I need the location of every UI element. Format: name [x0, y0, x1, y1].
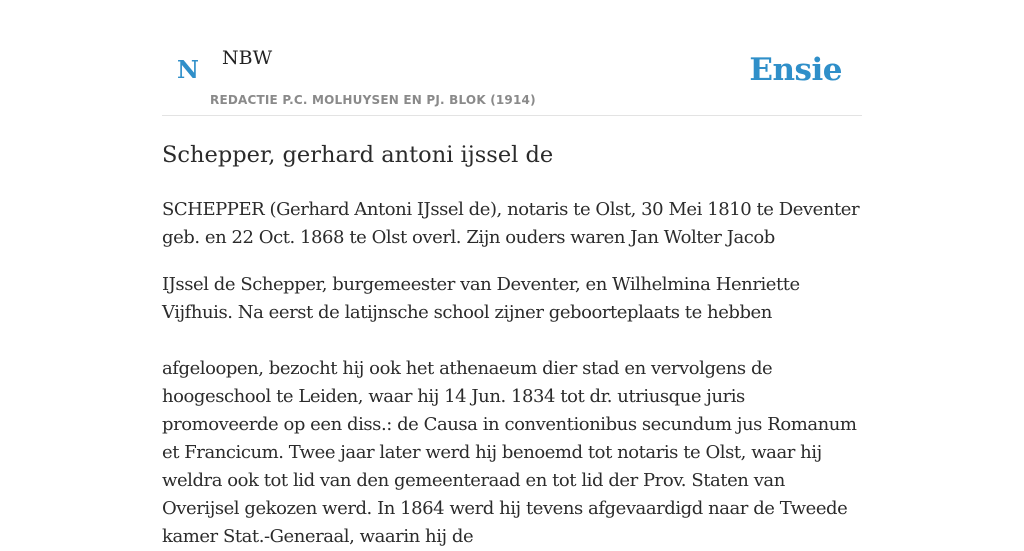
source-subtitle: REDACTIE P.C. MOLHUYSEN EN PJ. BLOK (1914) [210, 93, 536, 107]
article-title: Schepper, gerhard antoni ijssel de [162, 142, 554, 168]
source-name-link[interactable]: NBW [222, 47, 273, 69]
article-paragraph-1: SCHEPPER (Gerhard Antoni IJssel de), notaris te Olst, 30 Mei 1810 te Deventer geb. en 22 Oct. 1868 te Olst overl. Zijn ouders waren Jan Wolter Jacob [162, 199, 860, 248]
article-paragraph-2: IJssel de Schepper, burgemeester van Deventer, en Wilhelmina Henriette Vijfhuis. Na eerst de latijnsche school zijner geboorteplaats te hebben [162, 274, 800, 323]
article-container [162, 0, 862, 551]
source-logo[interactable]: N [177, 55, 199, 84]
ensie-logo-link[interactable]: Ensie [749, 52, 842, 88]
article-paragraph-3: afgeloopen, bezocht hij ook het athenaeum dier stad en vervolgens de hoogeschool te Leiden, waar hij 14 Jun. 1834 tot dr. utriusque juris promoveerde op een diss.: de Causa in conventionibus secundum jus Romanum et Francicum. Twee jaar later werd hij benoemd tot notaris te Olst, waar hij weldra ook tot lid van den gemeenteraad en tot lid der Prov. Staten van Overijsel gekozen werd. In 1864 werd hij tevens afgevaardigd naar de Tweede kamer Stat.-Generaal, waarin hij de [162, 358, 857, 547]
source-header [162, 0, 862, 116]
